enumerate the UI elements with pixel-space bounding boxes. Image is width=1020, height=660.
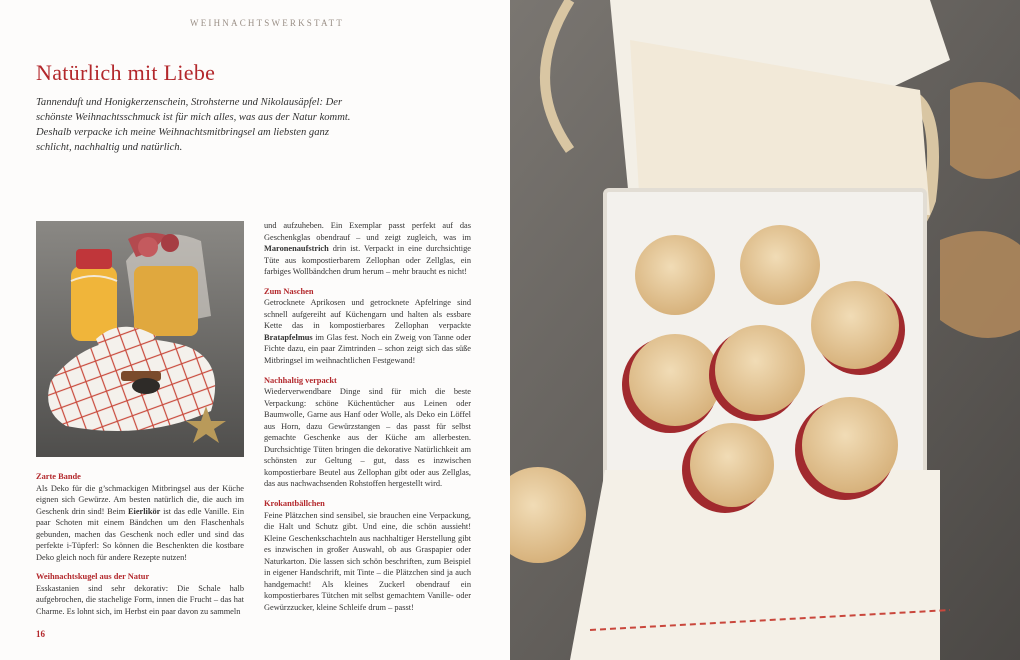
cookie-box-illustration <box>510 0 1020 660</box>
cookie-box-photo <box>510 0 1020 660</box>
gift-jars-photo <box>36 221 244 457</box>
heading-zarte-bande: Zarte Bande <box>36 472 81 481</box>
text-column-right <box>264 220 471 614</box>
gift-jars-illustration <box>36 221 244 457</box>
article-title: Natürlich mit Liebe <box>36 60 216 85</box>
paragraph-zum-naschen: Getrocknete Aprikosen und getrocknete Apfelringe sind schnell aufgereiht auf Küchengarn und halten als essbare Kette das in kompostierbares Zellophan verpackte Bratapfelmus im Glas fest. Noch ein Zweig von Tanne oder Fichte dazu, ein paar Zimtrinden – schon zeigt sich das süße Mitbringsel im weihnachtlichen Festgewand! <box>264 298 471 366</box>
heading-nachhaltig: Nachhaltig verpackt <box>264 375 337 385</box>
paragraph-zarte-bande: Als Deko für die g’schmackigen Mitbringsel aus der Küche eignen sich Gewürze. Am besten natürlich die, die auch im Geschenk drin sind! Beim Eierlikör ist das edle Vanille. Ein paar Schoten mit einem Bändchen um den Flaschenhals gebunden, machen das Geschenk noch edler und sind das perfekte i-Tüpferl: So können die Beschenkten die kostbare Deko gleich noch für andere Rezepte nutzen! <box>36 483 244 562</box>
paragraph-weihnachtskugel-cont: und aufzuheben. Ein Exemplar passt perfekt auf das Geschenkglas obendrauf – und zeigt zugleich, was im Maronenaufstrich drin ist. Verpackt in eine durchsichtige Tüte aus kompostierbarem Zellophan oder Zellglas, ein farbiges Wollbändchen drum herum – mehr braucht es nicht! <box>264 221 471 277</box>
article-intro: Tannenduft und Honigkerzenschein, Strohsterne und Nikolausäpfel: Der schönste Weihnachtsschmuck ist für mich alles, was aus der Natur kommt. Deshalb verpacke ich meine Weihnachtsmitbringsel am liebsten ganz schlicht, nachhaltig und natürlich. <box>36 97 351 153</box>
paragraph-krokant: Feine Plätzchen sind sensibel, sie brauchen eine Verpackung, die Halt und Schutz gibt. Und eine, die schön aussieht! Kleine Geschenkschachteln aus nachhaltiger Herstellung gibt es inzwischen in großer Auswahl, ob aus Graspapier oder Naturkarton. Die lassen sich schön beschriften, zum Beispiel in eigener Handschrift, mit Tinte – die Plätzchen sind ja auch handgemacht! Als kleines Zuckerl obendrauf ein kompostierbares Tütchen mit selbst gemachtem Vanille- oder Gewürzzucker, kleine Schleife drum – passt! <box>264 510 471 612</box>
heading-zum-naschen: Zum Naschen <box>264 286 314 296</box>
heading-krokant: Krokantbällchen <box>264 499 325 509</box>
paragraph-nachhaltig: Wiederverwendbare Dinge sind für mich die beste Verpackung: schöne Küchentücher aus Leinen oder Baumwolle, Garne aus Hanf oder Wolle, als Deko ein Löffel aus Horn, dazu Gewürzstangen – das passt für selbst gemachte Geschenke aus der Küche am allerbesten. Durchsichtige Tüten bringen die dekorative Natürlichkeit am schönsten zur Geltung – gut, dass es inzwischen kompostierbare Beutel aus Zellophan gibt oder aus Zellglas, das aus nachwachsenden Rohstoffen hergestellt wird. <box>264 387 471 489</box>
page-number: 16 <box>36 629 45 639</box>
paragraph-weihnachtskugel: Esskastanien sind sehr dekorativ: Die Schale halb aufgebrochen, die stachelige Form, innen die Frucht – das hat Charme. Es lohnt sich, im Herbst ein paar davon zu sammeln <box>36 583 244 617</box>
heading-weihnachtskugel: Weihnachtskugel aus der Natur <box>36 572 150 582</box>
section-kicker: WEIHNACHTSWERKSTATT <box>190 18 345 28</box>
text-column-left <box>36 471 244 618</box>
